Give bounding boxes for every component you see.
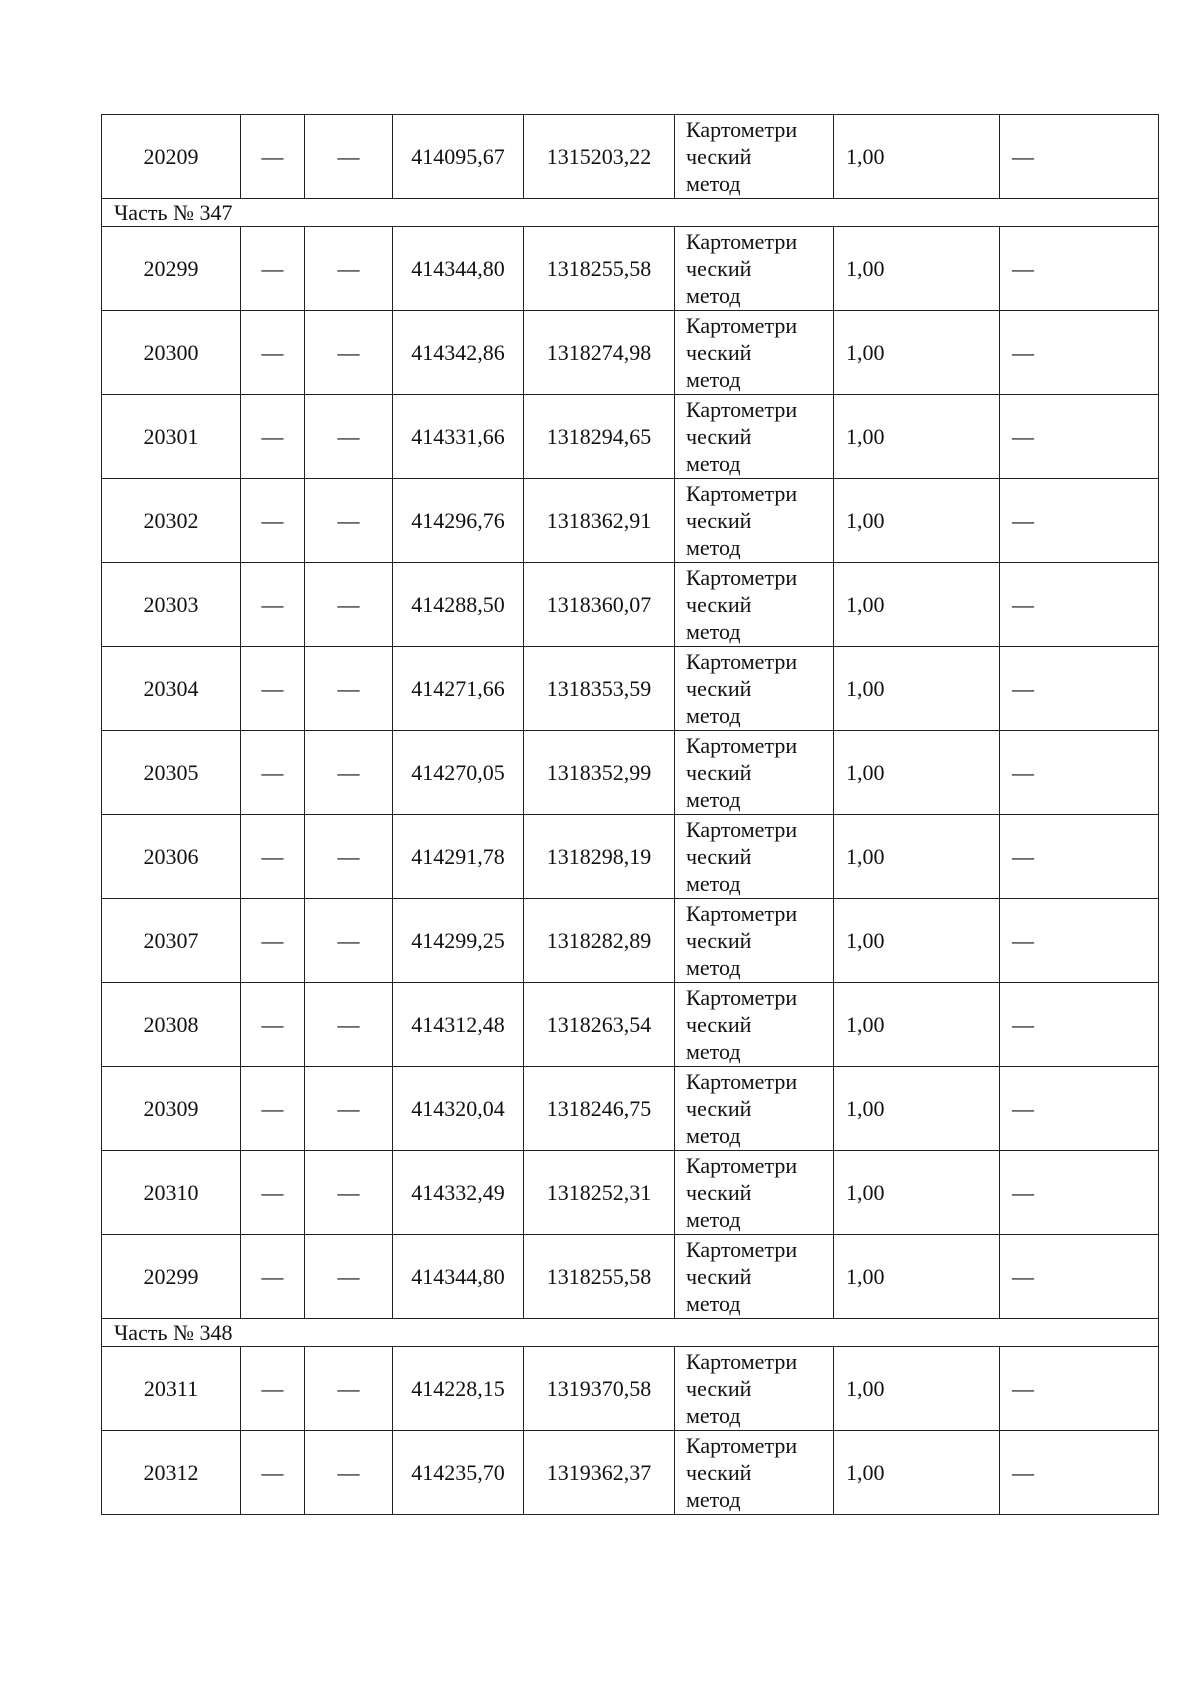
y-coordinate-cell: 1315203,22 bbox=[524, 115, 675, 199]
x-coordinate-cell: 414235,70 bbox=[393, 1431, 524, 1515]
method-line: Картометри bbox=[686, 1433, 798, 1458]
table-row bbox=[102, 227, 1159, 311]
method-line: ческий bbox=[686, 928, 752, 953]
y-coordinate-cell: 1318252,31 bbox=[524, 1151, 675, 1235]
method-cell bbox=[675, 731, 834, 815]
y-coordinate-cell: 1318246,75 bbox=[524, 1067, 675, 1151]
method-line: ческий bbox=[686, 424, 752, 449]
empty-value-cell: — bbox=[241, 1431, 305, 1515]
empty-value-cell: — bbox=[241, 983, 305, 1067]
y-coordinate-cell: 1318353,59 bbox=[524, 647, 675, 731]
point-number-cell: 20304 bbox=[102, 647, 241, 731]
method-cell bbox=[675, 1431, 834, 1515]
y-coordinate-cell: 1318274,98 bbox=[524, 311, 675, 395]
x-coordinate-cell: 414299,25 bbox=[393, 899, 524, 983]
x-coordinate-cell: 414342,86 bbox=[393, 311, 524, 395]
y-coordinate-cell: 1318298,19 bbox=[524, 815, 675, 899]
method-cell bbox=[675, 647, 834, 731]
method-line: метод bbox=[686, 1487, 741, 1512]
x-coordinate-cell: 414228,15 bbox=[393, 1347, 524, 1431]
empty-value-cell: — bbox=[305, 115, 393, 199]
method-line: метод bbox=[686, 535, 741, 560]
accuracy-cell: 1,00 bbox=[834, 815, 1000, 899]
point-number-cell: 20209 bbox=[102, 115, 241, 199]
method-line: ческий bbox=[686, 340, 752, 365]
empty-value-cell: — bbox=[305, 479, 393, 563]
table-row bbox=[102, 1151, 1159, 1235]
method-line: Картометри bbox=[686, 1237, 798, 1262]
method-line: ческий bbox=[686, 256, 752, 281]
method-line: ческий bbox=[686, 508, 752, 533]
accuracy-cell: 1,00 bbox=[834, 563, 1000, 647]
method-line: метод bbox=[686, 1207, 741, 1232]
method-line: Картометри bbox=[686, 117, 798, 142]
point-number-cell: 20299 bbox=[102, 1235, 241, 1319]
method-line: ческий bbox=[686, 1460, 752, 1485]
accuracy-cell: 1,00 bbox=[834, 479, 1000, 563]
section-header-row bbox=[102, 199, 1159, 227]
method-cell bbox=[675, 983, 834, 1067]
method-line: Картометри bbox=[686, 1069, 798, 1094]
method-cell bbox=[675, 1067, 834, 1151]
method-line: Картометри bbox=[686, 817, 798, 842]
empty-value-cell: — bbox=[305, 647, 393, 731]
description-cell: — bbox=[1000, 1235, 1159, 1319]
point-number-cell: 20306 bbox=[102, 815, 241, 899]
description-cell: — bbox=[1000, 731, 1159, 815]
accuracy-cell: 1,00 bbox=[834, 395, 1000, 479]
method-line: Картометри bbox=[686, 229, 798, 254]
point-number-cell: 20308 bbox=[102, 983, 241, 1067]
accuracy-cell: 1,00 bbox=[834, 311, 1000, 395]
accuracy-cell: 1,00 bbox=[834, 731, 1000, 815]
empty-value-cell: — bbox=[241, 1151, 305, 1235]
table-row bbox=[102, 983, 1159, 1067]
method-line: метод bbox=[686, 787, 741, 812]
method-line: метод bbox=[686, 619, 741, 644]
table-row bbox=[102, 311, 1159, 395]
description-cell: — bbox=[1000, 1067, 1159, 1151]
table-row bbox=[102, 1067, 1159, 1151]
point-number-cell: 20300 bbox=[102, 311, 241, 395]
method-line: ческий bbox=[686, 760, 752, 785]
empty-value-cell: — bbox=[241, 647, 305, 731]
method-line: метод bbox=[686, 171, 741, 196]
method-cell bbox=[675, 563, 834, 647]
description-cell: — bbox=[1000, 311, 1159, 395]
accuracy-cell: 1,00 bbox=[834, 1067, 1000, 1151]
empty-value-cell: — bbox=[241, 311, 305, 395]
accuracy-cell: 1,00 bbox=[834, 899, 1000, 983]
description-cell: — bbox=[1000, 227, 1159, 311]
accuracy-cell: 1,00 bbox=[834, 647, 1000, 731]
method-line: метод bbox=[686, 1039, 741, 1064]
empty-value-cell: — bbox=[305, 1431, 393, 1515]
point-number-cell: 20307 bbox=[102, 899, 241, 983]
method-line: Картометри bbox=[686, 901, 798, 926]
method-cell bbox=[675, 815, 834, 899]
empty-value-cell: — bbox=[305, 563, 393, 647]
empty-value-cell: — bbox=[241, 115, 305, 199]
description-cell: — bbox=[1000, 479, 1159, 563]
empty-value-cell: — bbox=[305, 227, 393, 311]
empty-value-cell: — bbox=[305, 983, 393, 1067]
table-row bbox=[102, 1431, 1159, 1515]
empty-value-cell: — bbox=[241, 227, 305, 311]
method-cell bbox=[675, 1151, 834, 1235]
method-line: ческий bbox=[686, 1376, 752, 1401]
method-line: метод bbox=[686, 1123, 741, 1148]
y-coordinate-cell: 1318294,65 bbox=[524, 395, 675, 479]
accuracy-cell: 1,00 bbox=[834, 1347, 1000, 1431]
y-coordinate-cell: 1319370,58 bbox=[524, 1347, 675, 1431]
method-cell bbox=[675, 395, 834, 479]
accuracy-cell: 1,00 bbox=[834, 115, 1000, 199]
method-line: Картометри bbox=[686, 1153, 798, 1178]
y-coordinate-cell: 1318263,54 bbox=[524, 983, 675, 1067]
description-cell: — bbox=[1000, 563, 1159, 647]
x-coordinate-cell: 414296,76 bbox=[393, 479, 524, 563]
empty-value-cell: — bbox=[241, 731, 305, 815]
method-line: ческий bbox=[686, 592, 752, 617]
point-number-cell: 20312 bbox=[102, 1431, 241, 1515]
x-coordinate-cell: 414095,67 bbox=[393, 115, 524, 199]
accuracy-cell: 1,00 bbox=[834, 1431, 1000, 1515]
description-cell: — bbox=[1000, 1347, 1159, 1431]
point-number-cell: 20301 bbox=[102, 395, 241, 479]
method-line: Картометри bbox=[686, 733, 798, 758]
description-cell: — bbox=[1000, 899, 1159, 983]
method-cell bbox=[675, 1235, 834, 1319]
method-line: ческий bbox=[686, 1264, 752, 1289]
empty-value-cell: — bbox=[305, 1347, 393, 1431]
x-coordinate-cell: 414288,50 bbox=[393, 563, 524, 647]
table-row bbox=[102, 395, 1159, 479]
empty-value-cell: — bbox=[241, 815, 305, 899]
method-line: метод bbox=[686, 703, 741, 728]
x-coordinate-cell: 414344,80 bbox=[393, 1235, 524, 1319]
method-line: метод bbox=[686, 1291, 741, 1316]
empty-value-cell: — bbox=[305, 311, 393, 395]
section-label: Часть № 348 bbox=[102, 1319, 1159, 1347]
empty-value-cell: — bbox=[241, 563, 305, 647]
description-cell: — bbox=[1000, 983, 1159, 1067]
point-number-cell: 20305 bbox=[102, 731, 241, 815]
table-body bbox=[102, 115, 1159, 1515]
point-number-cell: 20303 bbox=[102, 563, 241, 647]
method-line: ческий bbox=[686, 144, 752, 169]
description-cell: — bbox=[1000, 115, 1159, 199]
accuracy-cell: 1,00 bbox=[834, 227, 1000, 311]
method-cell bbox=[675, 115, 834, 199]
method-cell bbox=[675, 479, 834, 563]
point-number-cell: 20302 bbox=[102, 479, 241, 563]
empty-value-cell: — bbox=[305, 731, 393, 815]
point-number-cell: 20310 bbox=[102, 1151, 241, 1235]
table-row bbox=[102, 1235, 1159, 1319]
section-label: Часть № 347 bbox=[102, 199, 1159, 227]
method-cell bbox=[675, 1347, 834, 1431]
y-coordinate-cell: 1318352,99 bbox=[524, 731, 675, 815]
empty-value-cell: — bbox=[305, 395, 393, 479]
coordinates-table bbox=[101, 114, 1159, 1515]
table-row bbox=[102, 563, 1159, 647]
point-number-cell: 20299 bbox=[102, 227, 241, 311]
table-row bbox=[102, 815, 1159, 899]
section-header-row bbox=[102, 1319, 1159, 1347]
y-coordinate-cell: 1318255,58 bbox=[524, 227, 675, 311]
empty-value-cell: — bbox=[241, 1347, 305, 1431]
point-number-cell: 20311 bbox=[102, 1347, 241, 1431]
empty-value-cell: — bbox=[305, 899, 393, 983]
table-row bbox=[102, 731, 1159, 815]
table-row bbox=[102, 479, 1159, 563]
table-row bbox=[102, 1347, 1159, 1431]
table-row bbox=[102, 899, 1159, 983]
method-line: Картометри bbox=[686, 397, 798, 422]
description-cell: — bbox=[1000, 647, 1159, 731]
x-coordinate-cell: 414291,78 bbox=[393, 815, 524, 899]
description-cell: — bbox=[1000, 395, 1159, 479]
method-line: ческий bbox=[686, 1180, 752, 1205]
empty-value-cell: — bbox=[305, 815, 393, 899]
method-line: ческий bbox=[686, 844, 752, 869]
method-line: Картометри bbox=[686, 565, 798, 590]
x-coordinate-cell: 414320,04 bbox=[393, 1067, 524, 1151]
method-line: ческий bbox=[686, 676, 752, 701]
empty-value-cell: — bbox=[305, 1151, 393, 1235]
method-line: Картометри bbox=[686, 313, 798, 338]
accuracy-cell: 1,00 bbox=[834, 1235, 1000, 1319]
y-coordinate-cell: 1318360,07 bbox=[524, 563, 675, 647]
method-line: Картометри bbox=[686, 1349, 798, 1374]
table-row bbox=[102, 647, 1159, 731]
method-cell bbox=[675, 899, 834, 983]
y-coordinate-cell: 1318282,89 bbox=[524, 899, 675, 983]
empty-value-cell: — bbox=[241, 1067, 305, 1151]
x-coordinate-cell: 414331,66 bbox=[393, 395, 524, 479]
y-coordinate-cell: 1319362,37 bbox=[524, 1431, 675, 1515]
empty-value-cell: — bbox=[305, 1067, 393, 1151]
x-coordinate-cell: 414344,80 bbox=[393, 227, 524, 311]
method-line: Картометри bbox=[686, 985, 798, 1010]
description-cell: — bbox=[1000, 1151, 1159, 1235]
empty-value-cell: — bbox=[241, 395, 305, 479]
x-coordinate-cell: 414271,66 bbox=[393, 647, 524, 731]
method-line: метод bbox=[686, 1403, 741, 1428]
empty-value-cell: — bbox=[305, 1235, 393, 1319]
accuracy-cell: 1,00 bbox=[834, 1151, 1000, 1235]
method-line: метод bbox=[686, 451, 741, 476]
method-line: метод bbox=[686, 283, 741, 308]
x-coordinate-cell: 414270,05 bbox=[393, 731, 524, 815]
empty-value-cell: — bbox=[241, 1235, 305, 1319]
empty-value-cell: — bbox=[241, 899, 305, 983]
method-line: метод bbox=[686, 367, 741, 392]
x-coordinate-cell: 414312,48 bbox=[393, 983, 524, 1067]
method-line: ческий bbox=[686, 1012, 752, 1037]
point-number-cell: 20309 bbox=[102, 1067, 241, 1151]
x-coordinate-cell: 414332,49 bbox=[393, 1151, 524, 1235]
method-line: метод bbox=[686, 955, 741, 980]
empty-value-cell: — bbox=[241, 479, 305, 563]
method-cell bbox=[675, 227, 834, 311]
description-cell: — bbox=[1000, 815, 1159, 899]
accuracy-cell: 1,00 bbox=[834, 983, 1000, 1067]
table-row bbox=[102, 115, 1159, 199]
y-coordinate-cell: 1318255,58 bbox=[524, 1235, 675, 1319]
description-cell: — bbox=[1000, 1431, 1159, 1515]
method-line: ческий bbox=[686, 1096, 752, 1121]
method-cell bbox=[675, 311, 834, 395]
method-line: Картометри bbox=[686, 481, 798, 506]
method-line: Картометри bbox=[686, 649, 798, 674]
y-coordinate-cell: 1318362,91 bbox=[524, 479, 675, 563]
method-line: метод bbox=[686, 871, 741, 896]
